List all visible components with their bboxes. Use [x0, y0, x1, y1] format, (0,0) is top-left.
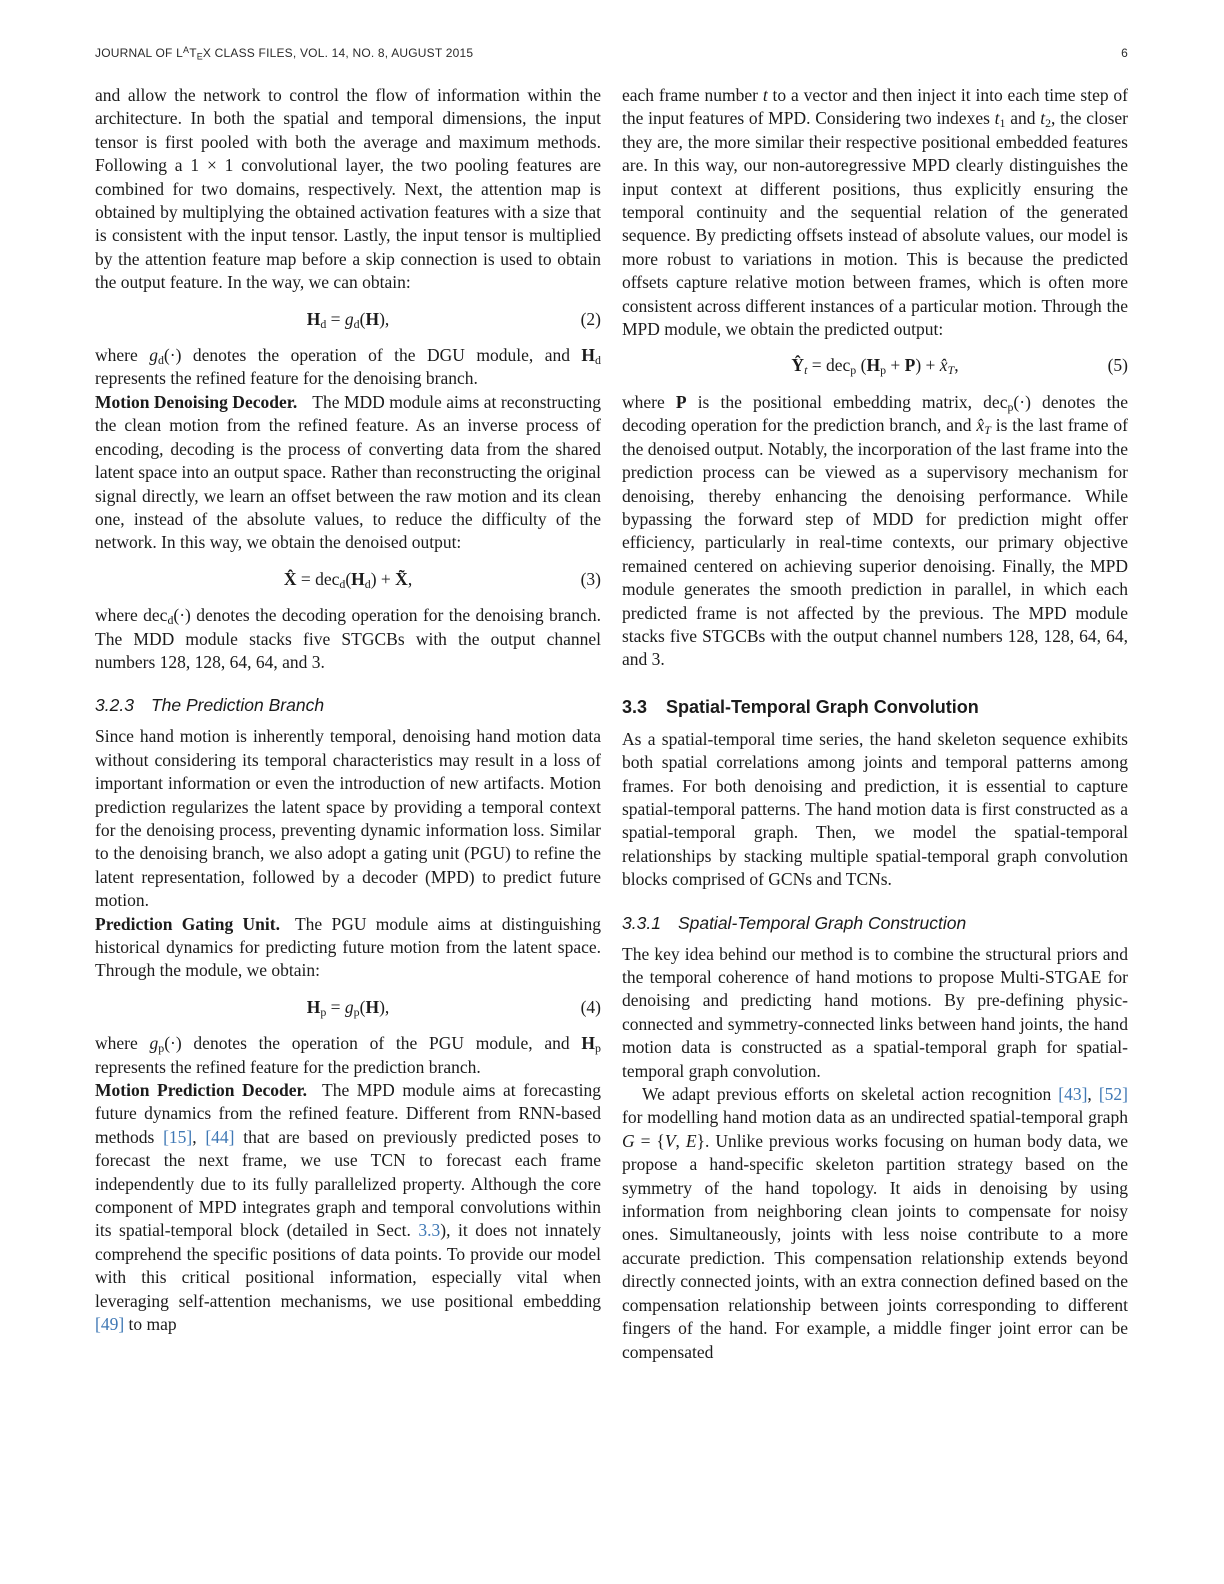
paragraph-pgu-body: The PGU module aims at distinguishing historical dynamics for predicting future motion from the latent space. Through the module, we obtain: [95, 913, 601, 981]
paragraph-attention: and allow the network to control the flow of information within the architecture. In both the spatial and temporal dimensions, the input tensor is first pooled with both the average and maximum methods. Following a 1 × 1 convolutional layer, the two pooling features are combined for two domains, respectively. Next, the attention map is obtained by multiplying the obtained activation features with a size that is consistent with the input tensor. Lastly, the input tensor is multiplied by the attention feature map before a skip connection is used to obtain the output feature. In the way, we can obtain: [95, 85, 601, 293]
left-column [95, 84, 601, 1364]
equation-2-body: $H_d = g_d(H)$, [306, 308, 390, 331]
two-column-body [95, 84, 1128, 1364]
equation-3-body: X̂ = $dec_d(H_d)$ + X̃, [283, 568, 413, 591]
subsubsection-heading-331 [622, 913, 1128, 934]
equation-5-number: (5) [1107, 355, 1128, 376]
right-column [622, 84, 1128, 1364]
citation-link[interactable]: [15] [163, 1126, 193, 1147]
citation-link[interactable]: [44] [205, 1126, 235, 1147]
heading-title: The Prediction Branch [150, 695, 325, 716]
subsection-heading-33 [622, 696, 1128, 718]
paragraph-eq2-where: where $g_d(\cdot)$ denotes the operation of the DGU module, and $H_d$ represents the refined feature for the denoising branch. [95, 345, 601, 389]
paragraph-mpd [95, 1079, 601, 1336]
paragraph-eq5-where: where P is the positional embedding matrix, dec$_p$(·) denotes the decoding operation for the prediction branch, and $x̂_T$ is the last frame of the denoised output. Notably, the incorporation of the last frame into the prediction process can be viewed as a supervisory mechanism for denoising, thereby enhancing the denoising performance. While bypassing the forward step of MDD for prediction might offer efficiency, particularly in real-time contexts, our primary objective remained centered on achieving superior denoising. Finally, the MPD module generates the smooth prediction in parallel, in which each predicted frame is not affected by the previous. The MPD module stacks five STGCBs with the output channel numbers 128, 128, 64, 64, and 3. [622, 391, 1128, 670]
equation-4-number: (4) [580, 996, 601, 1017]
paragraph-mdd-body: The MDD module aims at reconstructing the clean motion from the refined feature. As an inverse process of encoding, decoding is the process of converting data from the shared latent space into an output space. Rather than reconstructing the original signal directly, we learn an offset between the raw motion and its clean one, instead of the absolute values, to reduce the difficulty of the network. In this way, we obtain the denoised output: [95, 391, 601, 553]
paragraph-mdd [95, 391, 601, 555]
heading-number: 3.2.3 [95, 695, 134, 716]
heading-number: 3.3.1 [622, 912, 661, 933]
equation-5-body: $Ŷ_t = dec_p$ $(H_p + P)$ + $x̂_T$, [791, 355, 959, 378]
heading-title: Spatial-Temporal Graph Convolution [666, 696, 979, 717]
citation-link[interactable]: 3.3 [418, 1220, 441, 1241]
equation-2-number: (2) [580, 308, 601, 329]
subsubsection-heading-323 [95, 695, 601, 716]
runin-heading-mpd: Motion Prediction Decoder. [95, 1080, 308, 1101]
heading-number: 3.3 [622, 696, 648, 717]
paragraph-eq4-where: where $g_p(\cdot)$ denotes the operation of the PGU module, and $H_p$ represents the refined feature for the prediction branch. [95, 1033, 601, 1077]
heading-title: Spatial-Temporal Graph Construction [677, 912, 967, 933]
running-header [95, 46, 1128, 60]
runin-heading-mdd: Motion Denoising Decoder. [95, 391, 298, 412]
journal-title: JOURNAL OF $L^AT_EX$ CLASS FILES, VOL. 14, NO. 8, AUGUST 2015 [95, 44, 474, 62]
paragraph-stgc: As a spatial-temporal time series, the hand skeleton sequence exhibits both spatial correlations among joints and temporal patterns among frames. For both denoising and prediction, it is essential to capture spatial-temporal patterns. The hand motion data is first constructed as a spatial-temporal graph. Then, we model the spatial-temporal relationships by stacking multiple spatial-temporal graph convolution blocks comprised of GCNs and TCNs. [622, 728, 1128, 890]
paragraph-graph-construction: The key idea behind our method is to combine the structural priors and the temporal coherence of hand motions to propose Multi-STGAE for denoising and predicting hand motions. By pre-defining physic-connected and symmetry-connected links between hand joints, the hand motion data is constructed as a spatial-temporal graph for spatial-temporal graph convolution. [622, 943, 1128, 1081]
citation-link[interactable]: [52] [1098, 1084, 1129, 1105]
equation-4-body: $H_p = g_p(H)$, [306, 996, 390, 1019]
paragraph-positional: each frame number t to a vector and then inject it into each time step of the input features of MPD. Considering two indexes $t_1$ and $t_2$, the closer they are, the more similar their respective positional embedded features are. In this way, our non-autoregressive MPD clearly distinguishes the input context at different positions, thus explicitly ensuring the temporal continuity and the sequential relation of the generated sequence. By predicting offsets instead of absolute values, our model is more robust to variations in motion. This is because the predicted offsets capture relative motion between frames, which is often more consistent across different instances of a particular motion. Through the MPD module, we obtain the predicted output: [622, 85, 1128, 340]
runin-heading-pgu: Prediction Gating Unit. [95, 913, 280, 934]
equation-5 [622, 354, 1128, 377]
paragraph-prediction-branch: Since hand motion is inherently temporal, denoising hand motion data without considering its temporal characteristics may result in a loss of important information or even the introduction of new artifacts. Motion prediction regularizes the latent space by providing a temporal context for the denoising process, preventing dynamic information loss. Similar to the denoising branch, we also adopt a gating unit (PGU) to refine the latent representation, followed by a decoder (MPD) to predict future motion. [95, 726, 601, 911]
paragraph-pgu [95, 913, 601, 983]
equation-2 [95, 308, 601, 331]
equation-4 [95, 996, 601, 1019]
page-number: 6 [1121, 46, 1128, 60]
paragraph-adapt: We adapt previous efforts on skeletal action recognition [43], [52] for modelling hand motion data as an undirected spatial-temporal graph G = {V, E}. Unlike previous works focusing on human body data, we propose a hand-specific skeleton partition strategy based on the symmetry of the hand topology. It aids in denoising by using information from neighboring clean joints to compensate for noisy ones. Simultaneously, joints with less noise contribute to a more accurate prediction. This compensation relationship extends beyond directly connected joints, with an extra connection defined based on the compensation relationship between joints corresponding to different fingers of the hand. For example, a middle finger joint error can be compensated [622, 1084, 1129, 1362]
citation-link[interactable]: [49] [95, 1314, 125, 1335]
citation-link[interactable]: [43] [1058, 1084, 1088, 1105]
equation-3 [95, 568, 601, 591]
paragraph-mpd-body: The MPD module aims at forecasting future dynamics from the refined feature. Different from RNN-based methods [15], [44] that are based on previously predicted poses to forecast the next frame, we use TCN to forecast each frame independently due to its fully parallelized property. Although the core component of MPD integrates graph and temporal convolutions within its spatial-temporal block (detailed in Sect. 3.3), it does not innately comprehend the specific positions of data points. To provide our model with this critical positional information, especially vital when leveraging self-attention mechanisms, we use positional embedding [49] to map [95, 1080, 601, 1335]
equation-3-number: (3) [580, 568, 601, 589]
paragraph-eq3-where: where dec$_d$(·) denotes the decoding operation for the denoising branch. The MDD module stacks five STGCBs with the output channel numbers 128, 128, 64, 64, and 3. [95, 605, 601, 672]
